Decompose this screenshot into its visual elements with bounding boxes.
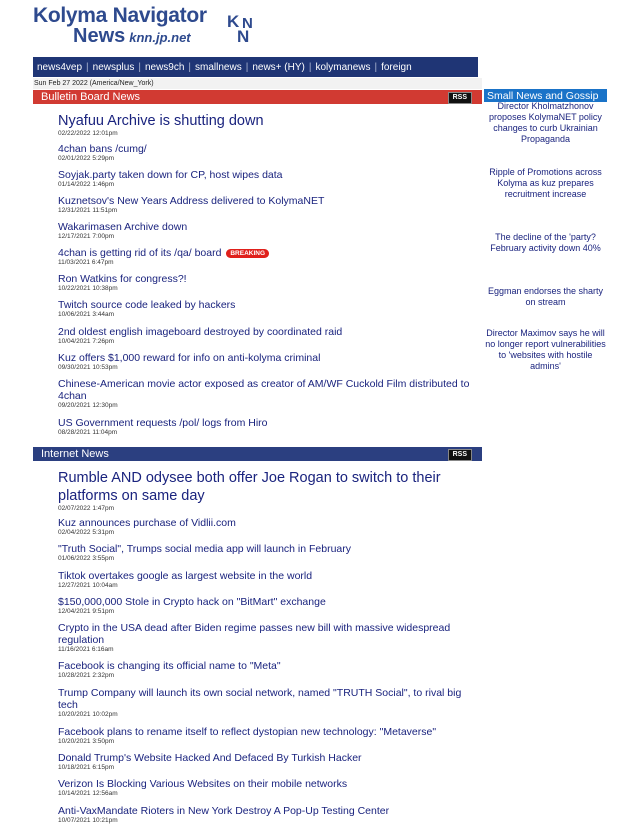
nav-separator: | [245,61,249,73]
news-title-link[interactable]: "Truth Social", Trumps social media app will launch in February [58,543,352,555]
news-title-link[interactable]: Soyjak.party taken down for CP, host wipes data [58,169,283,181]
news-date: 10/14/2021 12:56am [58,790,118,797]
news-item[interactable] [58,517,478,537]
sidebar-item[interactable]: Director Kholmatzhonov proposes KolymaNET policy changes to curb Ukrainian Propaganda [489,101,602,144]
news-title-link[interactable]: Facebook is changing its official name to "Meta" [58,660,281,672]
news-title-link[interactable]: Verizon Is Blocking Various Websites on their mobile networks [58,778,348,790]
news-title-link[interactable]: Kuznetsov's New Years Address delivered to KolymaNET [58,195,325,207]
news-item[interactable] [58,622,478,654]
svg-text:N: N [237,27,250,44]
news-title-link[interactable]: Twitch source code leaked by hackers [58,299,236,311]
news-date: 01/14/2022 1:46pm [58,181,115,188]
news-item[interactable] [58,143,478,163]
news-date: 12/27/2021 10:04am [58,582,118,589]
news-item[interactable] [58,299,478,319]
news-item[interactable] [58,247,478,267]
news-item[interactable] [58,326,478,346]
nav-newsplus[interactable]: newsplus [92,61,135,73]
nav-separator: | [188,61,192,73]
news-title-link[interactable]: $150,000,000 Stole in Crypto hack on "BitMart" exchange [58,596,326,608]
gossip-sidebar [484,89,607,371]
site-subtitle [73,25,191,48]
internet-section-header [33,447,482,461]
news-title-link[interactable]: Anti-VaxMandate Rioters in New York Destroy A Pop-Up Testing Center [58,805,390,817]
news-title-link[interactable]: Wakarimasen Archive down [58,221,188,233]
svg-text:K: K [227,12,240,31]
svg-text:N: N [242,15,253,32]
internet-section-title: Internet News [41,448,109,460]
current-date: Sun Feb 27 2022 (America/New_York) [33,78,482,89]
news-date: 10/06/2021 3:44am [58,311,115,318]
nav-separator: | [308,61,312,73]
news-date: 10/04/2021 7:26pm [58,338,115,345]
nav-smallnews[interactable]: smallnews [195,61,242,73]
news-item[interactable] [58,221,478,241]
nav-separator: | [138,61,141,73]
news-title-link[interactable]: Facebook plans to rename itself to reflect dystopian new technology: "Metaverse" [58,726,437,738]
news-date: 09/30/2021 10:53pm [58,364,118,371]
news-title-link[interactable]: US Government requests /pol/ logs from Hiro [58,417,268,429]
news-title-link[interactable]: Crypto in the USA dead after Biden regime passes new bill with massive widespread regulation [58,622,451,646]
news-item[interactable] [58,596,478,616]
news-date: 02/07/2022 1:47pm [58,505,115,512]
bulletin-section-title: Bulletin Board News [41,91,141,103]
news-date: 02/01/2022 5:29pm [58,155,115,162]
sidebar-item[interactable]: Director Maximov says he will no longer report vulnerabilities to 'websites with hostile admins' [485,328,606,371]
news-date: 10/20/2021 10:02pm [58,711,118,718]
news-item[interactable] [58,570,478,590]
nav-news9ch[interactable]: news9ch [144,61,185,73]
news-title-link[interactable]: Kuz offers $1,000 reward for info on anti-kolyma criminal [58,352,321,364]
news-title-link[interactable]: Kuz announces purchase of Vidlii.com [58,517,236,529]
news-item[interactable] [58,195,478,215]
news-item[interactable] [58,660,478,680]
news-date: 12/17/2021 7:00pm [58,233,115,240]
sidebar-title: Small News and Gossip [484,89,607,102]
top-nav [33,57,478,77]
news-title-link[interactable]: Ron Watkins for congress?! [58,273,187,285]
news-date: 10/07/2021 10:21pm [58,817,118,824]
news-item[interactable] [58,726,478,746]
news-title-link[interactable]: Chinese-American movie actor exposed as creator of AM/WF Cuckold Film distributed to 4chan [58,378,470,402]
site-name: Kolyma Navigator [33,4,207,27]
bulletin-rss-button[interactable]: RSS [448,92,472,104]
news-item[interactable] [58,687,478,719]
news-item[interactable] [58,352,478,372]
sidebar-item[interactable]: Eggman endorses the sharty on stream [487,286,604,307]
nav-foreign[interactable]: foreign [381,61,412,73]
news-date: 12/04/2021 9:51pm [58,608,115,615]
internet-rss-button[interactable]: RSS [448,449,472,461]
site-domain: knn.jp.net [129,30,191,45]
news-item[interactable] [58,112,478,138]
knn-logo-icon [226,10,260,44]
news-date: 10/28/2021 2:32pm [58,672,115,679]
news-title-link[interactable]: 4chan bans /cumg/ [58,143,147,155]
news-item[interactable] [58,378,478,410]
news-title-link[interactable]: Rumble AND odysee both offer Joe Rogan to switch to their platforms on same day [58,470,441,504]
news-title-link[interactable]: 2nd oldest english imageboard destroyed by coordinated raid [58,326,343,338]
site-header[interactable] [33,4,263,48]
news-date: 02/04/2022 5:31pm [58,529,115,536]
site-name-news: News [73,25,126,47]
news-date: 10/20/2021 3:50pm [58,738,115,745]
news-date: 02/22/2022 12:01pm [58,130,118,137]
news-item[interactable] [58,543,478,563]
news-item[interactable] [58,752,478,772]
news-title-text[interactable]: 4chan is getting rid of its /qa/ board [58,247,222,259]
news-date: 08/28/2021 11:04pm [58,429,118,436]
news-date: 11/16/2021 6:16am [58,646,114,653]
news-date: 10/22/2021 10:38pm [58,285,118,292]
breaking-badge: BREAKING [226,249,269,258]
news-date: 01/06/2022 3:55pm [58,555,115,562]
nav-news-plus-hy[interactable]: news+ (HY) [252,61,305,73]
news-date: 09/20/2021 12:30pm [58,402,118,409]
news-item[interactable] [58,805,478,825]
nav-kolymanews[interactable]: kolymanews [315,61,371,73]
news-title-link[interactable]: Trump Company will launch its own social network, named "TRUTH Social", to rival big tech [58,687,462,711]
news-title-link[interactable] [58,247,478,259]
news-title-link[interactable]: Donald Trump's Website Hacked And Defaced By Turkish Hacker [58,752,362,764]
news-title-link[interactable]: Tiktok overtakes google as largest website in the world [58,570,313,582]
news-date: 10/18/2021 6:15pm [58,764,115,771]
sidebar-item[interactable]: The decline of the 'party? February activity down 40% [490,232,601,253]
nav-separator: | [374,61,378,73]
nav-separator: | [86,61,89,73]
news-date: 11/03/2021 6:47pm [58,259,114,266]
news-item[interactable] [58,169,478,189]
nav-news4vep[interactable]: news4vep [37,61,83,73]
news-item[interactable] [58,273,478,293]
news-item[interactable] [58,778,478,798]
news-item[interactable] [58,469,478,513]
sidebar-item[interactable]: Ripple of Promotions across Kolyma as kuz prepares recruitment increase [489,167,602,199]
news-item[interactable] [58,417,478,437]
news-title-link[interactable]: Nyafuu Archive is shutting down [58,113,264,129]
bulletin-section-header [33,90,482,104]
news-date: 12/31/2021 11:51pm [58,207,118,214]
